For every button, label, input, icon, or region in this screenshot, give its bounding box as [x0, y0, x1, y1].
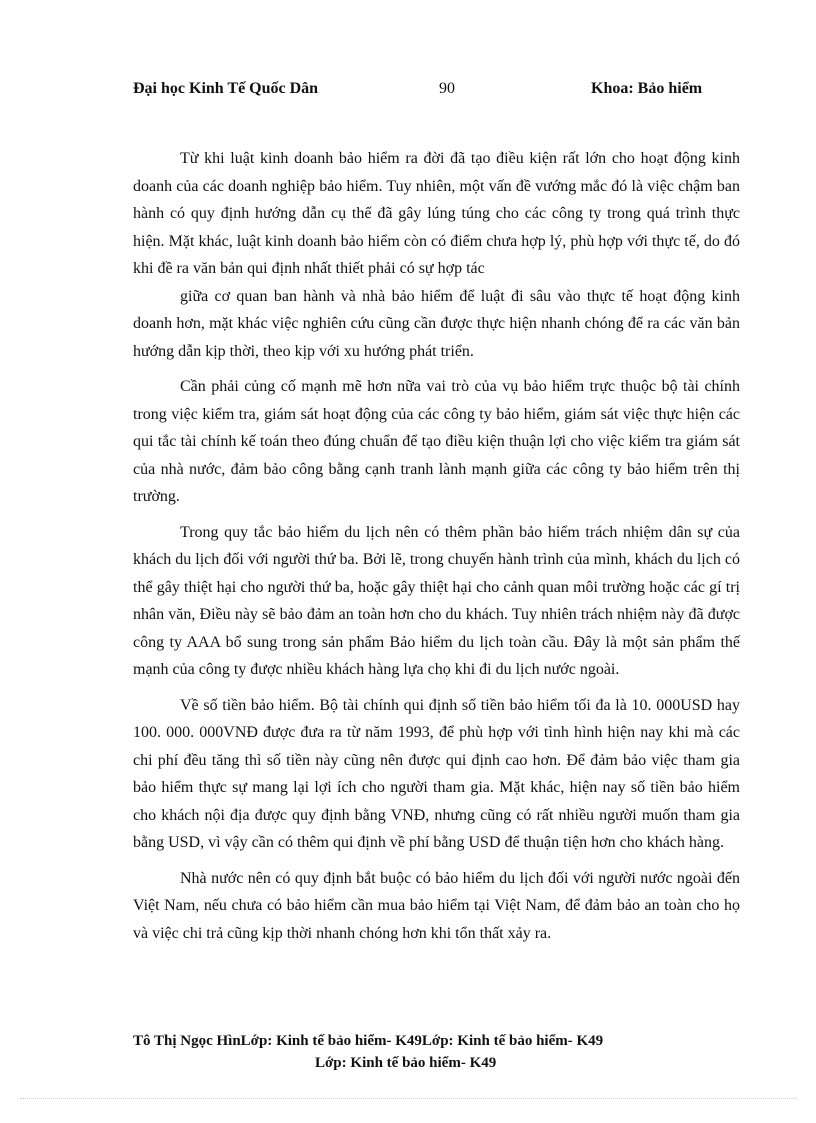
page-bottom-rule	[20, 1098, 796, 1099]
paragraph-6: Nhà nước nên có quy định bắt buộc có bảo hiểm du lịch đối với người nước ngoài đến Việt Nam, nếu chưa có bảo hiểm cần mua bảo hiểm tại Việt Nam, để đảm bảo an toàn cho họ và việc chi trả cũng kịp thời nhanh chóng hơn khi tổn thất xảy ra.	[133, 869, 740, 942]
paragraph-5: Về số tiền bảo hiểm. Bộ tài chính qui định số tiền bảo hiểm tối đa là 10. 000USD hay 100. 000. 000VNĐ được đưa ra từ năm 1993, để phù hợp với tình hình hiện nay khi mà các chi phí đều tăng thì số tiền này cũng nên được qui định cao hơn. Để đảm bảo việc tham gia bảo hiểm thực sự mang lại lợi ích cho người tham gia. Mặt khác, hiện nay số tiền bảo hiểm cho khách nội địa được quy định bằng VNĐ, nhưng cũng có rất nhiều người muốn tham gia bằng USD, vì vậy cần có thêm qui định về phí bằng USD để thuận tiện hơn cho khách hàng.	[133, 696, 740, 851]
university-name: Đại học Kinh Tế Quốc Dân	[133, 80, 319, 97]
paragraph-1: Từ khi luật kinh doanh bảo hiểm ra đời đã tạo điều kiện rất lớn cho hoạt động kinh doanh của các doanh nghiệp bảo hiểm. Tuy nhiên, một vấn đề vướng mắc đó là việc chậm ban hành có quy định hướng dẫn cụ thể đã gây lúng túng cho các công ty trong quá trình thực hiện. Mặt khác, luật kinh doanh bảo hiểm còn có điểm chưa hợp lý, phù hợp với thực tế, do đó khi đề ra văn bản qui định nhất thiết phải có sự hợp tác	[133, 150, 740, 277]
paragraph-4: Trong quy tắc bảo hiểm du lịch nên có thêm phần bảo hiểm trách nhiệm dân sự của khách du lịch đối với người thứ ba. Bởi lẽ, trong chuyến hành trình của mình, khách du lịch có thể gây thiệt hại cho người thứ ba, hoặc gây thiệt hại cho cảnh quan môi trường hoặc các gí trị nhân văn, Điều này sẽ bảo đảm an toàn hơn cho du khách. Tuy nhiên trách nhiệm này đã được công ty AAA bổ sung trong sản phẩm Bảo hiểm du lịch toàn cầu. Đây là một sản phẩm thế mạnh của công ty được nhiều khách hàng lựa chọ khi đi du lịch nước ngoài.	[133, 523, 740, 678]
paragraph-3: Cần phải củng cố mạnh mẽ hơn nữa vai trò của vụ bảo hiểm trực thuộc bộ tài chính trong việc kiểm tra, giám sát hoạt động của các công ty bảo hiểm, giám sát việc thực hiện các qui tắc tài chính kế toán theo đúng chuẩn để tạo điều kiện thuận lợi cho việc kiểm tra giám sát của nhà nước, đảm bảo công bằng cạnh tranh lành mạnh giữa các công ty bảo hiểm trên thị trường.	[133, 378, 740, 505]
page-number: 90	[439, 80, 455, 97]
faculty-name: Khoa: Bảo hiểm	[591, 80, 703, 97]
paragraph-2: giữa cơ quan ban hành và nhà bảo hiểm để luật đi sâu vào thực tế hoạt động kinh doanh hơn, mặt khác việc nghiên cứu cũng cần được thực hiện nhanh chóng để ra các văn bản hướng dẫn kịp thời, theo kịp với xu hướng phát triển.	[133, 287, 740, 360]
page-header	[133, 80, 713, 104]
footer-author-line: Tô Thị Ngọc HìnLớp: Kinh tế bảo hiểm- K49Lớp: Kinh tế bảo hiểm- K49	[133, 1033, 604, 1049]
page-footer	[133, 1030, 713, 1074]
footer-class-line: Lớp: Kinh tế bảo hiểm- K49	[315, 1055, 497, 1071]
document-body	[133, 145, 740, 947]
